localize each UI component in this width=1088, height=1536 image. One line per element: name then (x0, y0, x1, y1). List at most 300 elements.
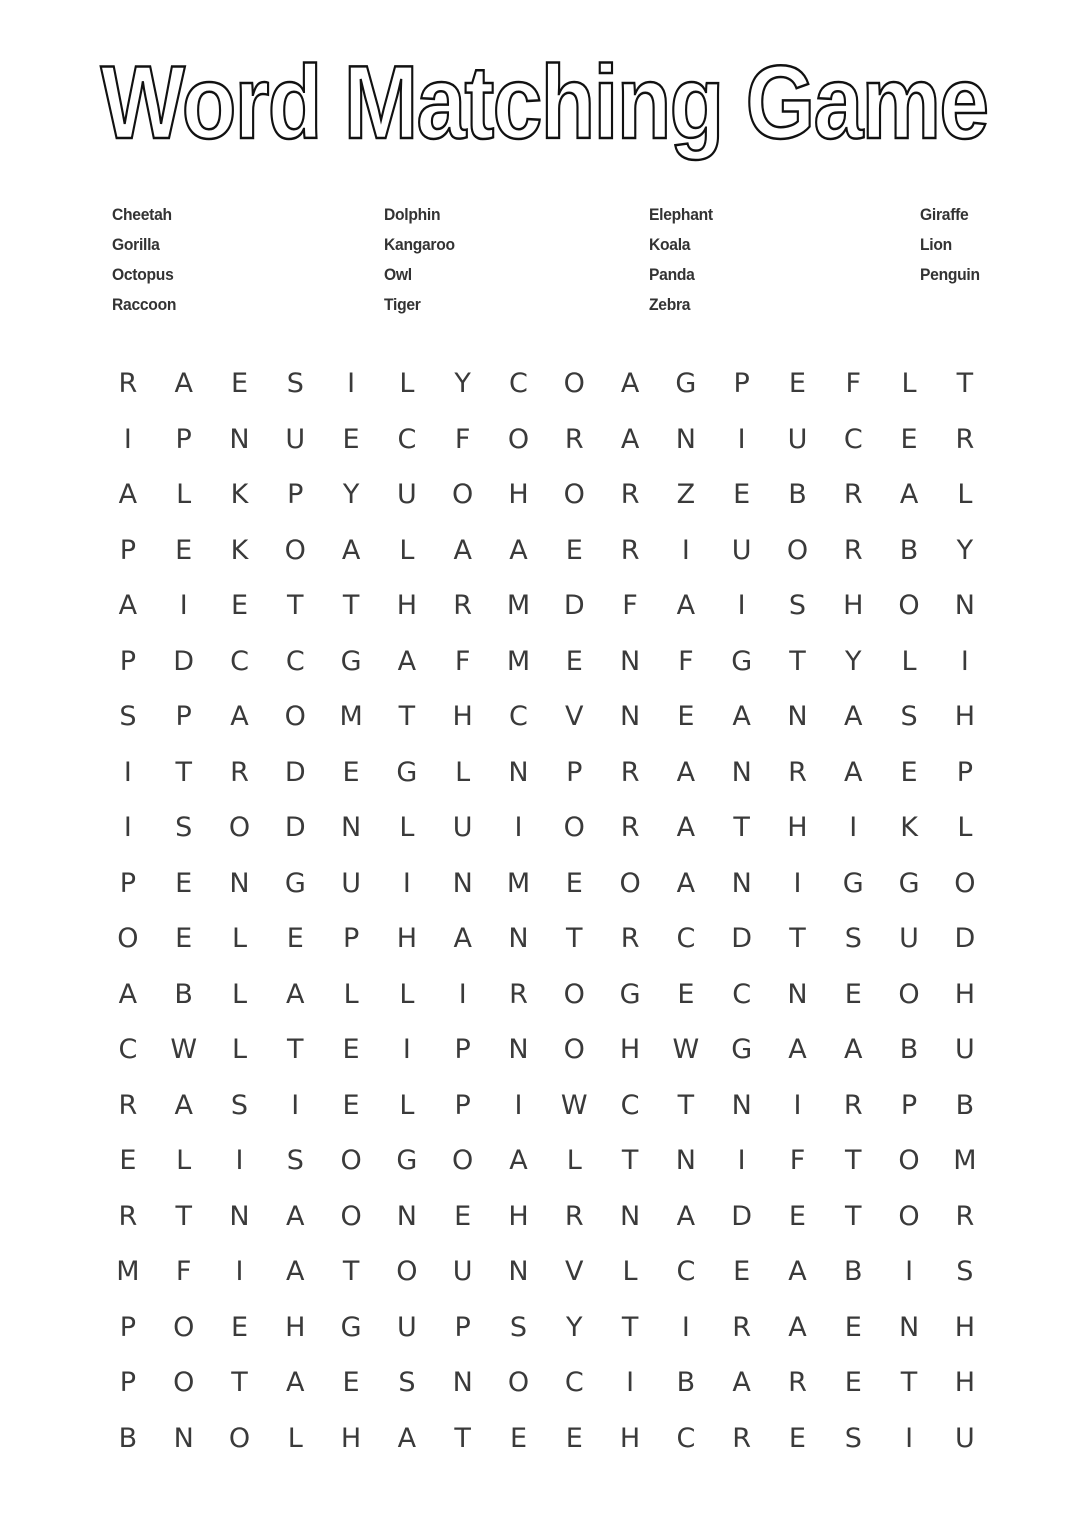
grid-cell[interactable]: U (731, 534, 752, 566)
grid-cell[interactable]: L (399, 534, 415, 566)
grid-cell[interactable]: E (788, 1200, 806, 1232)
grid-cell[interactable]: A (676, 756, 696, 788)
grid-cell[interactable]: A (732, 1367, 751, 1398)
grid-cell[interactable]: N (731, 756, 752, 788)
grid-cell[interactable]: E (286, 923, 304, 954)
grid-cell[interactable]: E (733, 479, 751, 510)
grid-cell[interactable]: F (622, 590, 638, 621)
grid-cell[interactable]: C (509, 368, 528, 399)
grid-cell[interactable]: H (396, 590, 418, 621)
grid-cell[interactable]: I (626, 1367, 635, 1398)
grid-cell[interactable]: R (843, 479, 863, 510)
grid-cell[interactable]: E (342, 756, 360, 788)
grid-cell[interactable]: O (452, 479, 474, 510)
grid-cell[interactable]: M (116, 1256, 140, 1287)
grid-cell[interactable]: G (731, 1034, 753, 1065)
grid-cell[interactable]: P (454, 1311, 471, 1343)
grid-cell[interactable]: Y (566, 1311, 583, 1343)
grid-cell[interactable]: T (566, 923, 583, 954)
grid-cell[interactable]: E (733, 1256, 751, 1287)
grid-cell[interactable]: A (286, 1200, 305, 1232)
grid-cell[interactable]: M (506, 645, 531, 677)
grid-cell[interactable]: F (789, 1145, 806, 1176)
grid-cell[interactable]: S (788, 590, 807, 621)
grid-cell[interactable]: G (898, 867, 920, 899)
grid-cell[interactable]: B (174, 978, 193, 1010)
grid-cell[interactable]: E (342, 1367, 360, 1398)
grid-cell[interactable]: H (508, 479, 529, 510)
grid-cell[interactable]: R (843, 1089, 863, 1121)
grid-cell[interactable]: S (286, 368, 304, 399)
grid-cell[interactable]: S (175, 812, 193, 843)
grid-cell[interactable]: O (452, 1145, 474, 1176)
grid-cell[interactable]: Z (676, 479, 696, 510)
grid-cell[interactable]: T (845, 1145, 862, 1176)
grid-cell[interactable]: I (737, 1145, 746, 1176)
grid-cell[interactable]: A (620, 423, 640, 455)
grid-cell[interactable]: I (402, 1034, 411, 1065)
grid-cell[interactable]: G (619, 978, 641, 1010)
grid-cell[interactable]: C (676, 923, 696, 954)
grid-cell[interactable]: A (788, 1034, 807, 1065)
grid-cell[interactable]: D (563, 590, 585, 621)
grid-cell[interactable]: P (566, 756, 583, 788)
grid-cell[interactable]: E (342, 423, 360, 455)
grid-cell[interactable]: P (119, 867, 137, 899)
grid-cell[interactable]: L (566, 1145, 582, 1176)
grid-cell[interactable]: O (898, 978, 920, 1010)
grid-cell[interactable]: I (123, 812, 132, 843)
grid-cell[interactable]: M (506, 590, 531, 621)
grid-cell[interactable]: R (230, 756, 249, 788)
grid-cell[interactable]: P (733, 368, 750, 399)
grid-cell[interactable]: P (119, 645, 137, 677)
grid-cell[interactable]: O (563, 978, 585, 1010)
grid-cell[interactable]: R (732, 1422, 752, 1454)
grid-cell[interactable]: G (842, 867, 864, 899)
grid-cell[interactable]: A (620, 368, 640, 399)
grid-cell[interactable]: L (957, 812, 973, 843)
grid-cell[interactable]: N (508, 1034, 529, 1065)
grid-cell[interactable]: G (396, 756, 418, 788)
grid-cell[interactable]: N (229, 423, 250, 455)
grid-cell[interactable]: A (788, 1311, 807, 1343)
grid-cell[interactable]: G (284, 867, 306, 899)
grid-cell[interactable]: B (843, 1256, 863, 1287)
grid-cell[interactable]: S (230, 1089, 249, 1121)
grid-cell[interactable]: C (564, 1367, 584, 1398)
grid-cell[interactable]: O (173, 1311, 195, 1343)
grid-cell[interactable]: O (507, 1367, 530, 1398)
grid-cell[interactable]: L (176, 479, 192, 510)
grid-cell[interactable]: E (565, 867, 583, 899)
grid-cell[interactable]: B (899, 534, 919, 566)
grid-cell[interactable]: K (230, 479, 249, 510)
grid-cell[interactable]: H (452, 701, 473, 732)
grid-cell[interactable]: T (621, 1311, 639, 1343)
grid-cell[interactable]: A (844, 756, 863, 788)
grid-cell[interactable]: C (732, 978, 752, 1010)
grid-cell[interactable]: B (118, 1422, 138, 1454)
grid-cell[interactable]: M (339, 701, 363, 732)
grid-cell[interactable]: T (956, 368, 974, 399)
grid-cell[interactable]: O (563, 368, 585, 399)
grid-cell[interactable]: P (956, 756, 973, 788)
grid-cell[interactable]: D (284, 812, 306, 843)
grid-cell[interactable]: N (508, 1256, 529, 1287)
grid-cell[interactable]: I (402, 867, 411, 899)
grid-cell[interactable]: P (454, 1034, 471, 1065)
grid-cell[interactable]: U (954, 1034, 975, 1065)
grid-cell[interactable]: O (284, 534, 306, 566)
grid-cell[interactable]: E (677, 701, 695, 732)
grid-cell[interactable]: C (397, 423, 417, 455)
grid-cell[interactable]: N (954, 590, 975, 621)
grid-cell[interactable]: R (955, 423, 975, 455)
grid-cell[interactable]: A (174, 368, 193, 399)
grid-cell[interactable]: M (506, 867, 531, 899)
grid-cell[interactable]: I (179, 590, 188, 621)
grid-cell[interactable]: A (118, 590, 138, 621)
grid-cell[interactable]: A (509, 534, 528, 566)
grid-cell[interactable]: O (284, 701, 306, 732)
grid-cell[interactable]: C (118, 1034, 138, 1065)
grid-cell[interactable]: I (347, 368, 356, 399)
grid-cell[interactable]: G (731, 645, 753, 677)
grid-cell[interactable]: O (563, 1034, 585, 1065)
grid-cell[interactable]: L (231, 1034, 248, 1065)
grid-cell[interactable]: G (340, 1311, 362, 1343)
grid-cell[interactable]: A (676, 812, 696, 843)
grid-cell[interactable]: H (619, 1034, 641, 1065)
grid-cell[interactable]: E (565, 1422, 583, 1454)
grid-cell[interactable]: W (560, 1089, 588, 1121)
grid-cell[interactable]: S (398, 1367, 416, 1398)
grid-cell[interactable]: N (675, 423, 696, 455)
grid-cell[interactable]: P (175, 423, 192, 455)
grid-cell[interactable]: W (672, 1034, 700, 1065)
grid-cell[interactable]: A (341, 534, 361, 566)
grid-cell[interactable]: D (173, 645, 195, 677)
grid-cell[interactable]: C (285, 645, 305, 677)
grid-cell[interactable]: I (960, 645, 969, 677)
grid-cell[interactable]: N (675, 1145, 696, 1176)
grid-cell[interactable]: R (955, 1200, 975, 1232)
grid-cell[interactable]: A (118, 978, 138, 1010)
grid-cell[interactable]: A (732, 701, 751, 732)
grid-cell[interactable]: T (231, 1367, 248, 1398)
grid-cell[interactable]: A (788, 1256, 807, 1287)
grid-cell[interactable]: D (284, 756, 306, 788)
grid-cell[interactable]: N (787, 978, 808, 1010)
grid-cell[interactable]: A (174, 1089, 193, 1121)
grid-cell[interactable]: E (230, 368, 249, 399)
grid-cell[interactable]: L (231, 923, 248, 954)
grid-cell[interactable]: A (676, 1200, 696, 1232)
grid-cell[interactable]: W (170, 1034, 198, 1065)
grid-cell[interactable]: S (509, 1311, 528, 1343)
grid-cell[interactable]: I (235, 1145, 244, 1176)
grid-cell[interactable]: L (455, 756, 471, 788)
grid-cell[interactable]: U (787, 423, 808, 455)
grid-cell[interactable]: O (786, 534, 809, 566)
grid-cell[interactable]: H (787, 812, 808, 843)
grid-cell[interactable]: S (844, 1422, 862, 1454)
grid-cell[interactable]: A (844, 701, 863, 732)
grid-cell[interactable]: I (458, 978, 467, 1010)
grid-cell[interactable]: R (788, 756, 807, 788)
grid-cell[interactable]: O (507, 423, 530, 455)
grid-cell[interactable]: D (731, 923, 753, 954)
grid-cell[interactable]: E (175, 534, 193, 566)
grid-cell[interactable]: O (228, 1422, 251, 1454)
grid-cell[interactable]: P (119, 1367, 137, 1398)
grid-cell[interactable]: E (119, 1145, 137, 1176)
grid-cell[interactable]: N (619, 1200, 641, 1232)
grid-cell[interactable]: L (343, 978, 359, 1010)
grid-cell[interactable]: O (898, 1200, 920, 1232)
grid-cell[interactable]: F (678, 645, 694, 677)
grid-cell[interactable]: R (118, 1089, 138, 1121)
grid-cell[interactable]: E (230, 590, 249, 621)
grid-cell[interactable]: H (954, 1367, 975, 1398)
grid-cell[interactable]: G (675, 368, 697, 399)
grid-cell[interactable]: T (677, 1089, 695, 1121)
grid-cell[interactable]: O (619, 867, 641, 899)
grid-cell[interactable]: Y (845, 645, 862, 677)
grid-cell[interactable]: H (843, 590, 864, 621)
grid-cell[interactable]: H (340, 1422, 362, 1454)
grid-cell[interactable]: N (619, 645, 641, 677)
grid-cell[interactable]: O (898, 590, 920, 621)
grid-cell[interactable]: T (789, 923, 806, 954)
grid-cell[interactable]: N (731, 867, 752, 899)
grid-cell[interactable]: E (900, 423, 918, 455)
grid-cell[interactable]: U (452, 1256, 473, 1287)
grid-cell[interactable]: O (563, 479, 585, 510)
grid-cell[interactable]: T (287, 1034, 304, 1065)
grid-cell[interactable]: I (737, 590, 746, 621)
grid-cell[interactable]: U (285, 423, 306, 455)
grid-cell[interactable]: L (231, 978, 248, 1010)
grid-cell[interactable]: F (454, 645, 471, 677)
grid-cell[interactable]: N (452, 1367, 473, 1398)
grid-cell[interactable]: R (620, 479, 640, 510)
grid-cell[interactable]: L (176, 1145, 192, 1176)
grid-cell[interactable]: A (230, 701, 249, 732)
grid-cell[interactable]: N (452, 867, 473, 899)
grid-cell[interactable]: A (453, 923, 472, 954)
grid-cell[interactable]: L (399, 978, 415, 1010)
grid-cell[interactable]: R (732, 1311, 752, 1343)
grid-cell[interactable]: T (342, 590, 360, 621)
grid-cell[interactable]: I (235, 1256, 244, 1287)
grid-cell[interactable]: N (508, 923, 529, 954)
grid-cell[interactable]: P (900, 1089, 918, 1121)
grid-cell[interactable]: E (900, 756, 918, 788)
grid-cell[interactable]: O (117, 923, 139, 954)
grid-cell[interactable]: A (844, 1034, 863, 1065)
grid-cell[interactable]: I (291, 1089, 300, 1121)
grid-cell[interactable]: N (340, 812, 362, 843)
grid-cell[interactable]: K (230, 534, 249, 566)
grid-cell[interactable]: F (454, 423, 471, 455)
grid-cell[interactable]: E (565, 534, 583, 566)
grid-cell[interactable]: T (900, 1367, 918, 1398)
grid-cell[interactable]: H (508, 1200, 529, 1232)
grid-cell[interactable]: Y (956, 534, 974, 566)
grid-cell[interactable]: O (340, 1145, 362, 1176)
grid-cell[interactable]: U (954, 1422, 975, 1454)
grid-cell[interactable]: F (845, 368, 862, 399)
grid-cell[interactable]: S (286, 1145, 304, 1176)
grid-cell[interactable]: N (619, 701, 641, 732)
grid-cell[interactable]: C (509, 701, 528, 732)
grid-cell[interactable]: E (844, 1311, 862, 1343)
grid-cell[interactable]: N (787, 701, 808, 732)
grid-cell[interactable]: L (287, 1422, 303, 1454)
grid-cell[interactable]: L (622, 1256, 638, 1287)
grid-cell[interactable]: H (954, 978, 975, 1010)
grid-cell[interactable]: E (175, 923, 193, 954)
grid-cell[interactable]: I (681, 1311, 690, 1343)
grid-cell[interactable]: Y (454, 368, 471, 399)
grid-cell[interactable]: A (286, 1367, 305, 1398)
grid-cell[interactable]: E (565, 645, 583, 677)
grid-cell[interactable]: T (175, 756, 192, 788)
grid-cell[interactable]: O (228, 812, 251, 843)
grid-cell[interactable]: P (175, 701, 192, 732)
grid-cell[interactable]: U (899, 923, 919, 954)
grid-cell[interactable]: E (509, 1422, 527, 1454)
grid-cell[interactable]: E (342, 1089, 360, 1121)
grid-cell[interactable]: P (119, 534, 137, 566)
grid-cell[interactable]: M (953, 1145, 977, 1176)
grid-cell[interactable]: T (175, 1200, 192, 1232)
grid-cell[interactable]: U (452, 812, 473, 843)
grid-cell[interactable]: I (123, 756, 132, 788)
grid-cell[interactable]: I (793, 867, 802, 899)
grid-cell[interactable]: N (898, 1311, 920, 1343)
grid-cell[interactable]: E (230, 1311, 249, 1343)
grid-cell[interactable]: H (954, 1311, 975, 1343)
grid-cell[interactable]: R (509, 978, 528, 1010)
grid-cell[interactable]: A (397, 645, 417, 677)
grid-cell[interactable]: R (843, 534, 863, 566)
grid-cell[interactable]: A (899, 479, 919, 510)
grid-cell[interactable]: I (681, 534, 690, 566)
grid-cell[interactable]: I (123, 423, 132, 455)
grid-cell[interactable]: H (285, 1311, 306, 1343)
grid-cell[interactable]: G (396, 1145, 418, 1176)
grid-cell[interactable]: C (676, 1256, 696, 1287)
grid-cell[interactable]: E (454, 1200, 472, 1232)
grid-cell[interactable]: E (342, 1034, 360, 1065)
grid-cell[interactable]: A (118, 479, 138, 510)
grid-cell[interactable]: F (175, 1256, 192, 1287)
grid-cell[interactable]: A (286, 1256, 305, 1287)
grid-cell[interactable]: C (620, 1089, 640, 1121)
grid-cell[interactable]: L (957, 479, 973, 510)
grid-cell[interactable]: A (397, 1422, 417, 1454)
grid-cell[interactable]: E (788, 1422, 806, 1454)
grid-cell[interactable]: E (844, 1367, 862, 1398)
grid-cell[interactable]: R (118, 1200, 138, 1232)
grid-cell[interactable]: C (230, 645, 249, 677)
grid-cell[interactable]: T (789, 645, 806, 677)
grid-cell[interactable]: A (676, 867, 696, 899)
grid-cell[interactable]: P (287, 479, 304, 510)
grid-cell[interactable]: B (955, 1089, 975, 1121)
grid-cell[interactable]: A (286, 978, 305, 1010)
grid-cell[interactable]: N (229, 867, 250, 899)
grid-cell[interactable]: O (340, 1200, 362, 1232)
grid-cell[interactable]: K (900, 812, 918, 843)
grid-cell[interactable]: L (399, 1089, 415, 1121)
grid-cell[interactable]: I (849, 812, 858, 843)
grid-cell[interactable]: O (954, 867, 976, 899)
grid-cell[interactable]: E (788, 368, 806, 399)
grid-cell[interactable]: A (453, 534, 472, 566)
grid-cell[interactable]: H (619, 1422, 641, 1454)
grid-cell[interactable]: I (514, 812, 523, 843)
grid-cell[interactable]: I (793, 1089, 802, 1121)
grid-cell[interactable]: U (341, 867, 361, 899)
grid-cell[interactable]: D (954, 923, 976, 954)
grid-cell[interactable]: T (454, 1422, 471, 1454)
grid-cell[interactable]: D (731, 1200, 753, 1232)
grid-cell[interactable]: O (898, 1145, 920, 1176)
grid-cell[interactable]: G (340, 645, 362, 677)
grid-cell[interactable]: T (621, 1145, 639, 1176)
grid-cell[interactable]: N (508, 756, 529, 788)
grid-cell[interactable]: R (788, 1367, 807, 1398)
grid-cell[interactable]: R (620, 756, 640, 788)
grid-cell[interactable]: H (954, 701, 975, 732)
grid-cell[interactable]: L (901, 645, 917, 677)
grid-cell[interactable]: P (454, 1089, 471, 1121)
grid-cell[interactable]: T (342, 1256, 360, 1287)
grid-cell[interactable]: R (453, 590, 473, 621)
grid-cell[interactable]: A (509, 1145, 528, 1176)
grid-cell[interactable]: V (565, 1256, 584, 1287)
grid-cell[interactable]: S (956, 1256, 974, 1287)
grid-cell[interactable]: O (563, 812, 585, 843)
grid-cell[interactable]: S (844, 923, 862, 954)
grid-cell[interactable]: R (118, 368, 138, 399)
grid-cell[interactable]: R (564, 1200, 584, 1232)
grid-cell[interactable]: N (229, 1200, 250, 1232)
grid-cell[interactable]: A (676, 590, 696, 621)
grid-cell[interactable]: B (676, 1367, 696, 1398)
grid-cell[interactable]: V (565, 701, 584, 732)
grid-cell[interactable]: U (397, 1311, 417, 1343)
grid-cell[interactable]: E (844, 978, 862, 1010)
grid-cell[interactable]: H (396, 923, 418, 954)
grid-cell[interactable]: E (175, 867, 193, 899)
grid-cell[interactable]: B (899, 1034, 919, 1065)
grid-cell[interactable]: Y (342, 479, 360, 510)
grid-cell[interactable]: O (396, 1256, 418, 1287)
grid-cell[interactable]: B (788, 479, 807, 510)
grid-cell[interactable]: P (119, 1311, 137, 1343)
grid-cell[interactable]: O (173, 1367, 195, 1398)
grid-cell[interactable]: I (905, 1422, 914, 1454)
grid-cell[interactable]: C (676, 1422, 696, 1454)
grid-cell[interactable]: S (119, 701, 137, 732)
grid-cell[interactable]: E (677, 978, 695, 1010)
grid-cell[interactable]: L (901, 368, 917, 399)
